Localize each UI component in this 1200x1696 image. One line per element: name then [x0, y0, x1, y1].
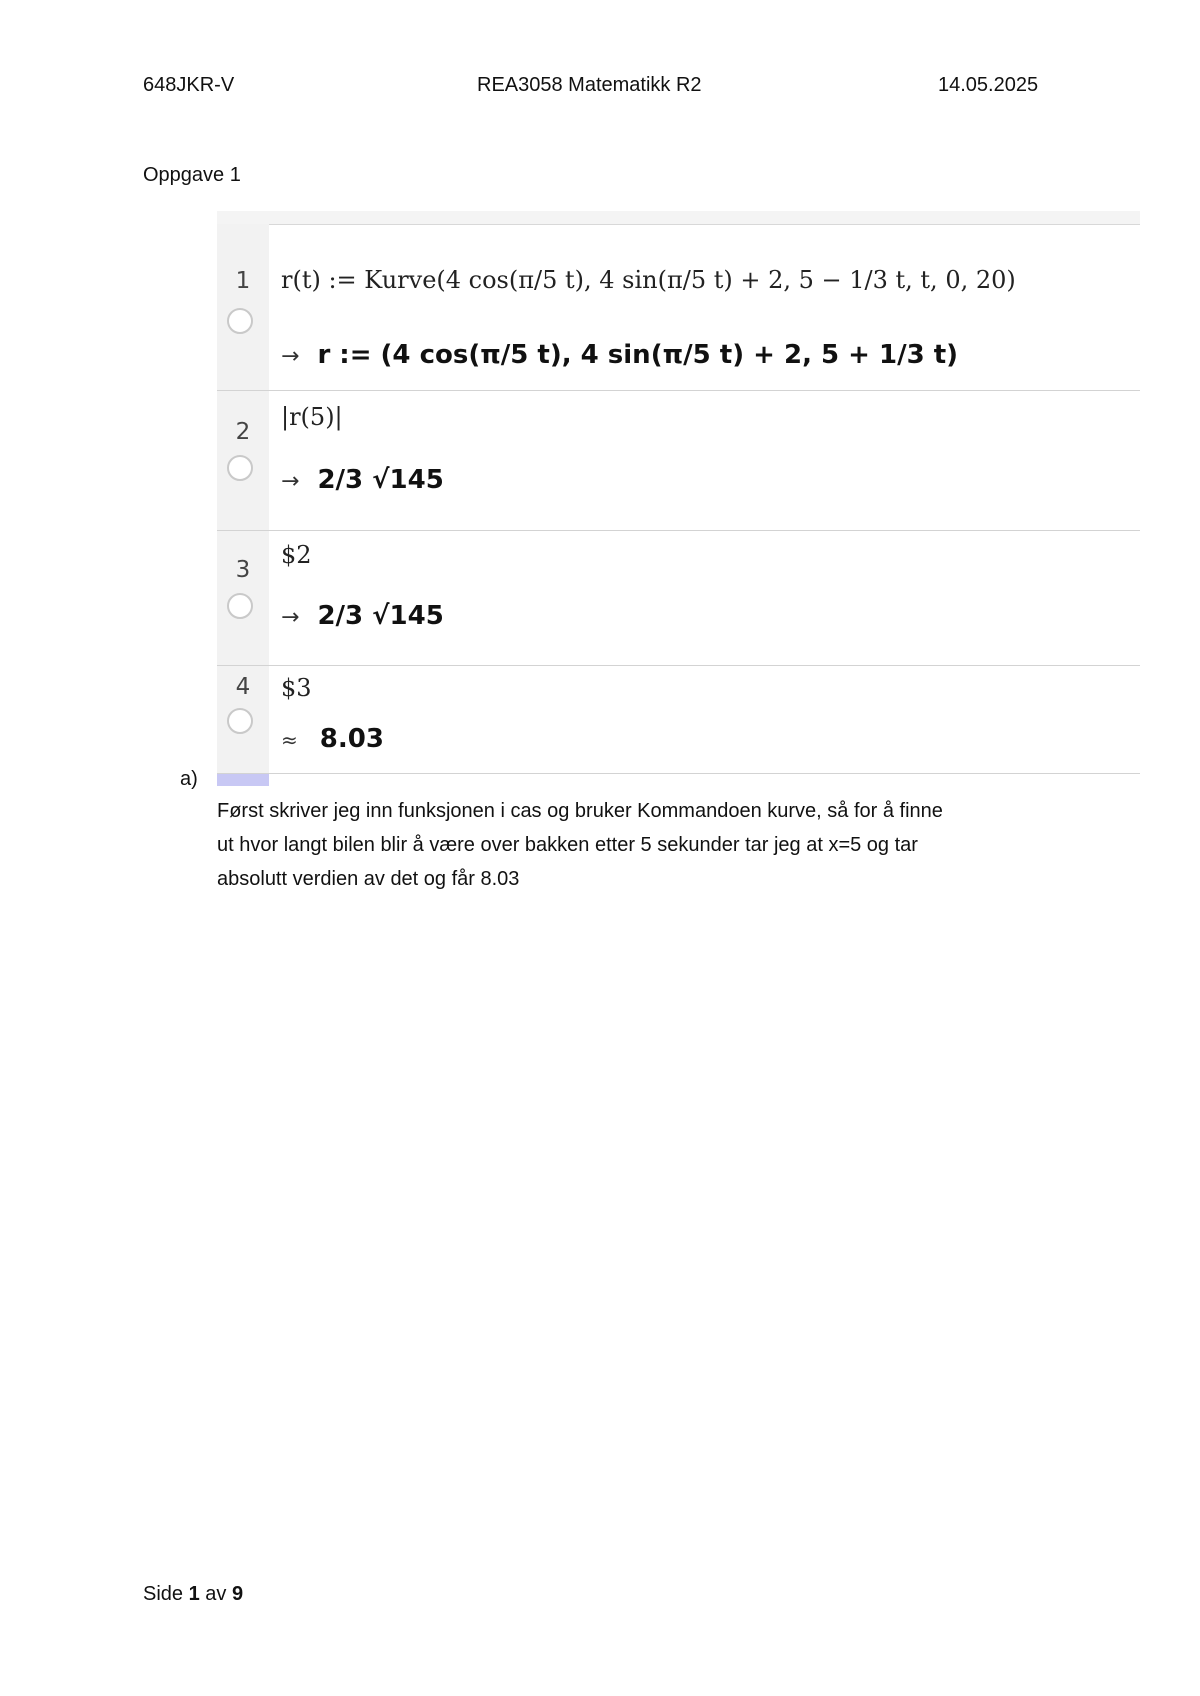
subject-title: REA3058 Matematikk R2	[477, 74, 702, 96]
exam-date: 14.05.2025	[938, 74, 1039, 96]
evaluate-arrow-icon: →	[281, 344, 300, 369]
current-page: 1	[188, 1583, 200, 1605]
page-footer	[143, 1583, 243, 1606]
cas-output-value: 8.03	[319, 724, 384, 754]
visibility-toggle-icon[interactable]	[227, 308, 253, 334]
cas-row-number: 4	[235, 674, 251, 700]
cas-row-3[interactable]	[217, 531, 1140, 666]
cas-input[interactable]: r(t) := Kurve(4 cos(π/5 t), 4 sin(π/5 t) + 2, 5 − 1/3 t, t, 0, 20)	[281, 266, 1016, 294]
cas-row-number: 3	[235, 557, 251, 583]
cas-row-number: 1	[235, 268, 251, 294]
cas-output	[281, 724, 384, 754]
visibility-toggle-icon[interactable]	[227, 455, 253, 481]
answer-line: Først skriver jeg inn funksjonen i cas og bruker Kommandoen kurve, så for å finne	[217, 800, 943, 822]
visibility-toggle-icon[interactable]	[227, 593, 253, 619]
answer-line: absolutt verdien av det og får 8.03	[217, 868, 520, 890]
cas-output-value: r := (4 cos(π/5 t), 4 sin(π/5 t) + 2, 5 + 1/3 t)	[317, 340, 959, 370]
cas-row-2[interactable]	[217, 391, 1140, 531]
cas-row-gutter	[217, 224, 269, 390]
total-pages: 9	[231, 1583, 244, 1605]
cas-top-bar	[217, 211, 1140, 225]
footer-separator: av	[205, 1583, 227, 1605]
cas-output	[281, 601, 444, 631]
part-label: a)	[180, 768, 198, 790]
cas-input[interactable]: $2	[281, 541, 312, 569]
section-title: Oppgave 1	[143, 164, 241, 186]
cas-row-number: 2	[235, 419, 251, 445]
cas-output	[281, 340, 958, 370]
cas-output-value: 2/3 √145	[317, 465, 444, 495]
cas-row-4[interactable]	[217, 666, 1140, 774]
answer-text	[217, 794, 1077, 896]
footer-prefix: Side	[143, 1583, 184, 1605]
visibility-toggle-icon[interactable]	[227, 708, 253, 734]
answer-line: ut hvor langt bilen blir å være over bakken etter 5 sekunder tar jeg at x=5 og tar	[217, 834, 918, 856]
cas-output	[281, 465, 444, 495]
evaluate-arrow-icon: →	[281, 605, 300, 630]
approx-symbol-icon: ≈	[281, 728, 298, 752]
cas-view	[217, 211, 1140, 774]
cas-input[interactable]: |r(5)|	[281, 403, 343, 431]
candidate-number: 648JKR-V	[143, 74, 235, 96]
cas-input[interactable]: $3	[281, 674, 312, 702]
cas-selection-strip	[217, 774, 269, 786]
cas-output-value: 2/3 √145	[317, 601, 444, 631]
evaluate-arrow-icon: →	[281, 469, 300, 494]
cas-row-1[interactable]	[217, 224, 1140, 391]
